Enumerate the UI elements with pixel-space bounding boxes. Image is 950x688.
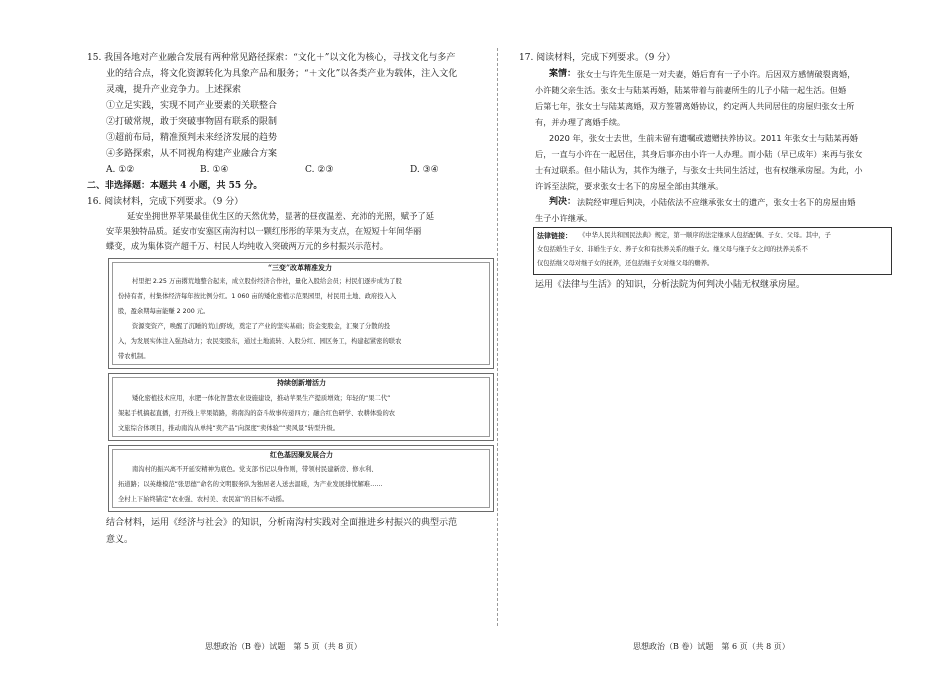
q16-task-line: 意义。 [106, 535, 134, 545]
case-line: 张女士与许先生原是一对夫妻，婚后育有一子小许。后因双方感情破裂离婚， [577, 69, 856, 79]
material-line: 架起手机搞起直播，打开线上苹果销路，将南沟的奋斗故事传递四方；融合红色研学、农耕体验的农 [118, 410, 396, 417]
material-line: 全村上下始终锚定“农业强、农村美、农民富”的目标不动摇。 [118, 496, 289, 503]
q16-intro-line: 延安坐拥世界苹果最佳优生区的天然优势，显著的昼夜温差、充沛的光照，赋予了延 [127, 211, 434, 221]
verdict-line: 生子小许继承。 [535, 213, 593, 223]
q17-task: 运用《法律与生活》的知识，分析法院为何判决小陆无权继承房屋。 [535, 280, 806, 290]
left-page [0, 0, 458, 688]
section2-heading: 二、非选择题：本题共 4 小题，共 55 分。 [87, 181, 263, 191]
q16-intro-line: 安苹果独特品质。延安市安塞区南沟村以一颗红彤彤的苹果为支点，在短短十年间华丽 [106, 226, 422, 236]
q16-intro-line: 蝶变，成为集体资产超千万、村民人均纯收入突破两万元的乡村振兴示范村。 [106, 241, 389, 251]
q15-option-item: ④多路探索，从不同视角构建产业融合方案 [106, 149, 278, 159]
q15-stem-line: 灵魂，提升产业竞争力。上述探索 [106, 85, 242, 95]
case-line: 小许随父亲生活。张女士与陆某再婚，陆某带着与前妻所生的儿子小陆一起生活。但婚 [535, 85, 847, 95]
q15-option-item: ①立足实践，实现不同产业要素的关联整合 [106, 101, 278, 111]
material-line: 份持有者，村集体经济每年按比例分红。1 060 亩的矮化密植示范果园里，村民用土地、政府投入入 [118, 293, 397, 300]
q15-choice-b: B. ①④ [200, 165, 229, 175]
material-line: 村里把 2.25 万亩撂荒地整合起来，成立股份经济合作社，量化入股给会员；村民们逐步成为了股 [132, 278, 402, 285]
material-line: 入，为发展实体注入强劲动力；农民变股东，通过土地流转、入股分红、园区务工，构建起紧密的联农 [118, 338, 402, 345]
material-line: 股，盈余期每亩能赚 2 200 元。 [118, 308, 210, 315]
material-line: 带农机制。 [118, 353, 150, 360]
legal-line: 《中华人民共和国民法典》规定，第一顺序的法定继承人包括配偶、子女、父母。其中，子 [579, 232, 831, 239]
page-footer: 思想政治（B 卷）试题 第 5 页（共 8 页） [205, 642, 362, 651]
legal-label: 法律链接： [537, 231, 572, 240]
legal-line: 仅包括继父母对继子女的抚养，还包括继子女对继父母的赡养。 [537, 260, 714, 267]
q16-heading: 16. 阅读材料，完成下列要求。（9 分） [87, 197, 244, 207]
case-line: 士有过联系。但小陆认为，其作为继子，与张女士共同生活过，也有权继承房屋。为此，小 [535, 165, 863, 175]
q16-task-line: 结合材料，运用《经济与社会》的知识，分析南沟村实践对全面推进乡村振兴的典型示范 [106, 518, 458, 528]
case-line: 有，并办理了离婚手续。 [535, 117, 626, 127]
material-line: 资源变资产，唤醒了沉睡的荒山野坡，奠定了产业的坚实基础；资金变股金，汇聚了分散的投 [132, 323, 391, 330]
legal-line: 女包括婚生子女、非婚生子女、养子女和有扶养关系的继子女。继父母与继子女之间的扶养关系不 [537, 246, 808, 253]
material-box-title: 持续创新增活力 [277, 378, 326, 387]
page-footer: 思想政治（B 卷）试题 第 6 页（共 8 页） [633, 642, 790, 651]
q15-choice-d: D. ③④ [410, 165, 439, 175]
q15-option-item: ②打破常规，敢于突破事物固有联系的限制 [106, 117, 278, 127]
case-line: 后，一直与小许在一起居住，其身后事亦由小许一人办理。而小陆（早已成年）来再与张女 [535, 149, 863, 159]
q15-stem-line: 业的结合点，将文化资源转化为具象产品和服务；“＋文化”以各类产业为载体，注入文化 [106, 69, 458, 79]
q17-heading: 17. 阅读材料，完成下列要求。（9 分） [519, 53, 676, 63]
case-label: 案情： [549, 69, 577, 79]
verdict-line: 法院经审理后判决，小陆依法不应继承张女士的遗产，张女士名下的房屋由婚 [577, 197, 856, 207]
case-line: 后第七年，张女士与陆某离婚，双方签署离婚协议，约定两人共同居住的房屋归张女士所 [535, 101, 855, 111]
q15-choice-c: C. ②③ [305, 165, 334, 175]
material-line: 拓道路；以英雄模范“张思德”命名的文明服务队为独居老人送去温暖，为产业发展排忧解难…… [118, 481, 383, 488]
material-line: 文旅综合体项目，推动南沟从单纯“卖产品”向深度“卖体验”“卖风景”转型升级。 [118, 425, 340, 432]
q15-stem-line: 15. 我国各地对产业融合发展有两种常见路径探索：“文化＋”以文化为核心，寻找文化与多产 [87, 53, 456, 63]
material-line: 矮化密植技术应用，水肥一体化智慧农业设施建设，推动苹果生产提质增效；年轻的“果二代” [132, 395, 391, 402]
material-box-title: 红色基因聚发展合力 [270, 450, 333, 459]
q15-option-item: ③超前布局，精准预判未来经济发展的趋势 [106, 133, 278, 143]
verdict-label: 判决： [549, 197, 577, 207]
case-line: 2020 年，张女士去世，生前未留有遗嘱或遗赠扶养协议。2011 年张女士与陆某再婚 [549, 133, 858, 143]
right-page [475, 0, 925, 688]
case-line: 许诉至法院，要求张女士名下的房屋全部由其继承。 [535, 181, 724, 191]
q15-choice-a: A. ①② [106, 165, 135, 175]
material-line: 南沟村的振兴离不开延安精神为底色。党支部书记以身作则，带领村民建新房、修水利、 [132, 466, 378, 473]
material-box-title: “三变”改革精准发力 [268, 263, 333, 272]
